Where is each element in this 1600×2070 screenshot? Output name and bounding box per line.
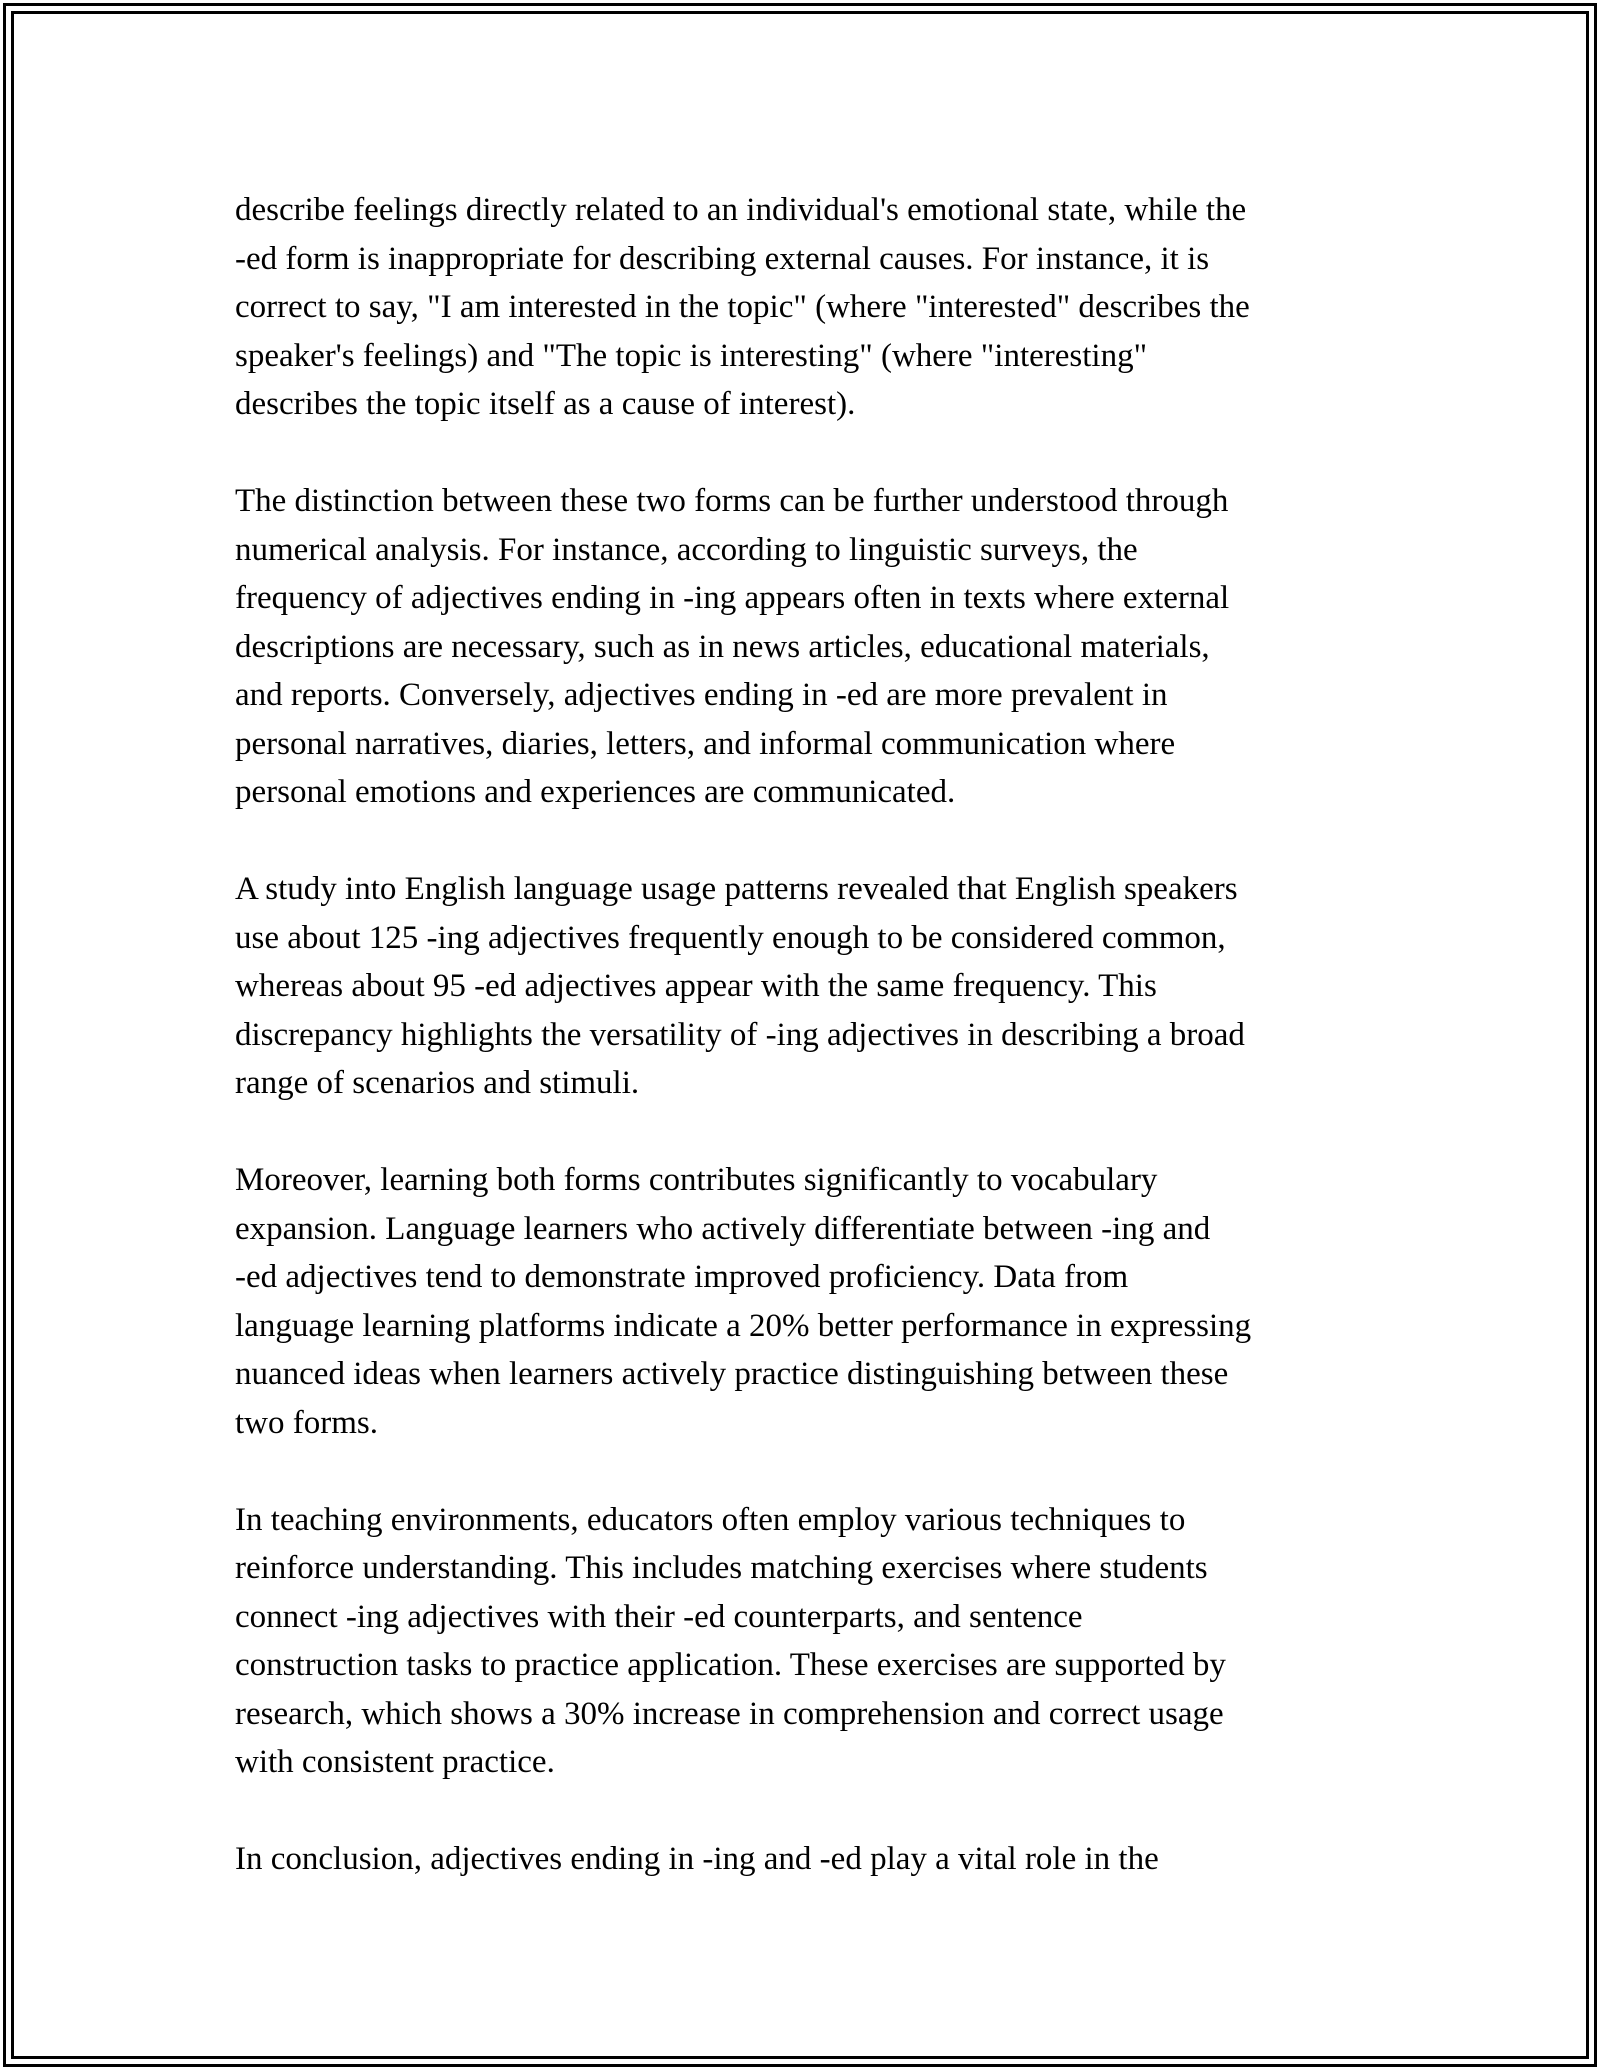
paragraph-gap — [235, 429, 1375, 478]
text-line: The distinction between these two forms can be further understood through — [235, 483, 1229, 519]
text-line: -ed form is inappropriate for describing external causes. For instance, it is — [235, 240, 1210, 277]
text-line: numerical analysis. For instance, according to linguistic surveys, the — [235, 531, 1138, 568]
text-line: language learning platforms indicate a 20% better performance in expressing — [235, 1307, 1252, 1344]
text-line: frequency of adjectives ending in -ing appears often in texts where external — [235, 580, 1230, 616]
document-body — [235, 186, 1375, 1884]
text-line: describe feelings directly related to an individual's emotional state, while the — [235, 192, 1247, 228]
text-line: In teaching environments, educators often employ various techniques to — [235, 1501, 1186, 1538]
paragraph-gap — [235, 1108, 1375, 1157]
paragraph-gap — [235, 1787, 1375, 1836]
paragraph-gap — [235, 1447, 1375, 1496]
paragraph-study — [235, 865, 1375, 1108]
paragraph-feelings — [235, 186, 1375, 429]
text-line: -ed adjectives tend to demonstrate improved proficiency. Data from — [235, 1259, 1129, 1295]
paragraph-distinction — [235, 477, 1375, 817]
text-line: construction tasks to practice application. These exercises are supported by — [235, 1647, 1226, 1683]
text-line: descriptions are necessary, such as in news articles, educational materials, — [235, 628, 1210, 665]
text-line: Moreover, learning both forms contributes significantly to vocabulary — [235, 1162, 1158, 1198]
text-line: two forms. — [235, 1404, 378, 1441]
paragraph-teaching — [235, 1496, 1375, 1787]
text-line: expansion. Language learners who actively differentiate between -ing and — [235, 1210, 1211, 1247]
text-line: use about 125 -ing adjectives frequently enough to be considered common, — [235, 919, 1226, 956]
paragraph-gap — [235, 817, 1375, 866]
text-line: correct to say, "I am interested in the topic" (where "interested" describes the — [235, 289, 1250, 325]
paragraph-vocabulary — [235, 1156, 1375, 1447]
text-line: connect -ing adjectives with their -ed counterparts, and sentence — [235, 1598, 1083, 1635]
text-line: and reports. Conversely, adjectives ending in -ed are more prevalent in — [235, 677, 1168, 713]
text-line: describes the topic itself as a cause of interest). — [235, 386, 856, 422]
text-line: range of scenarios and stimuli. — [235, 1065, 640, 1101]
text-line: with consistent practice. — [235, 1744, 555, 1780]
text-line: A study into English language usage patterns revealed that English speakers — [235, 871, 1238, 907]
text-line: research, which shows a 30% increase in comprehension and correct usage — [235, 1695, 1224, 1732]
text-line: whereas about 95 -ed adjectives appear with the same frequency. This — [235, 968, 1157, 1004]
text-line: discrepancy highlights the versatility of -ing adjectives in describing a broad — [235, 1016, 1245, 1053]
text-line: personal emotions and experiences are communicated. — [235, 774, 956, 810]
text-line: nuanced ideas when learners actively practice distinguishing between these — [235, 1356, 1229, 1392]
text-line: reinforce understanding. This includes matching exercises where students — [235, 1550, 1208, 1586]
text-line: In conclusion, adjectives ending in -ing and -ed play a vital role in the — [235, 1841, 1159, 1877]
text-line: personal narratives, diaries, letters, and informal communication where — [235, 725, 1176, 762]
paragraph-conclusion — [235, 1835, 1375, 1884]
text-line: speaker's feelings) and "The topic is interesting" (where "interesting" — [235, 337, 1148, 374]
